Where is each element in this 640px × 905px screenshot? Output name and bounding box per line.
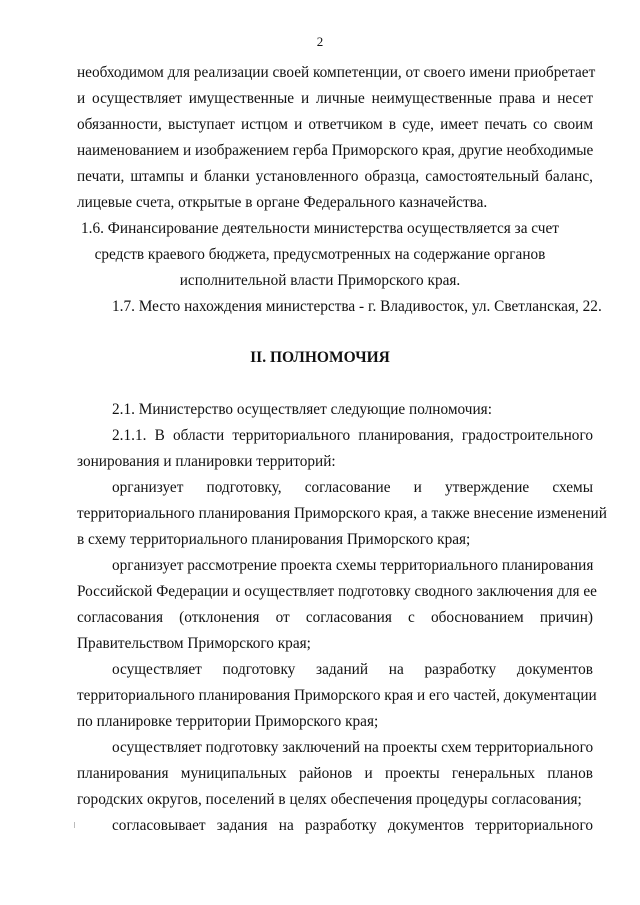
scan-mark (74, 822, 75, 828)
paragraph-line: и осуществляет имущественные и личные неимущественные права и несет (77, 90, 593, 107)
list-item-line: осуществляет подготовку заданий на разработку документов (112, 661, 593, 678)
list-item-line: планирования муниципальных районов и проекты генеральных планов (77, 765, 593, 782)
clause-1-6-line: средств краевого бюджета, предусмотренных на содержание органов (94, 246, 546, 263)
paragraph-line: обязанности, выступает истцом и ответчиком в суде, имеет печать со своим (77, 116, 593, 133)
clause-1-6-line: 1.6. Финансирование деятельности министерства осуществляется за счет (81, 220, 559, 237)
list-item-line: согласования (отклонения от согласования с обоснованием причин) (77, 609, 593, 626)
list-item-line: Российской Федерации и осуществляет подготовку сводного заключения для ее (77, 583, 597, 600)
clause-2-1: 2.1. Министерство осуществляет следующие полномочия: (112, 401, 492, 418)
paragraph-line: наименованием и изображением герба Приморского края, другие необходимые (77, 142, 594, 159)
list-item-line: территориального планирования Приморского края, а также внесение изменений (77, 505, 607, 522)
list-item-line: Правительством Приморского края; (77, 635, 311, 652)
list-item-line: территориального планирования Приморского края и его частей, документации (77, 687, 597, 704)
clause-1-7: 1.7. Место нахождения министерства - г. Владивосток, ул. Светланская, 22. (112, 298, 602, 315)
list-item-line: по планировке территории Приморского края; (77, 713, 379, 730)
list-item-line: осуществляет подготовку заключений на проекты схем территориального (112, 739, 594, 756)
clause-2-1-1-line: зонирования и планировки территорий: (77, 453, 336, 470)
paragraph-line: лицевые счета, открытые в органе Федерального казначейства. (77, 194, 488, 211)
list-item-line: городских округов, поселений в целях обеспечения процедуры согласования; (77, 791, 582, 808)
page-number: 2 (316, 34, 324, 49)
list-item-line: согласовывает задания на разработку документов территориального (112, 817, 593, 834)
list-item-line: организует подготовку, согласование и утверждение схемы (112, 479, 593, 496)
list-item-line: организует рассмотрение проекта схемы территориального планирования (112, 557, 594, 574)
clause-2-1-1-line: 2.1.1. В области территориального планирования, градостроительного (112, 427, 593, 444)
paragraph-line: необходимом для реализации своей компетенции, от своего имени приобретает (77, 64, 596, 81)
paragraph-line: печати, штампы и бланки установленного образца, самостоятельный баланс, (77, 168, 593, 185)
section-heading: II. ПОЛНОМОЧИЯ (250, 349, 390, 366)
clause-1-6-line: исполнительной власти Приморского края. (179, 272, 461, 289)
list-item-line: в схему территориального планирования Приморского края; (77, 531, 471, 548)
